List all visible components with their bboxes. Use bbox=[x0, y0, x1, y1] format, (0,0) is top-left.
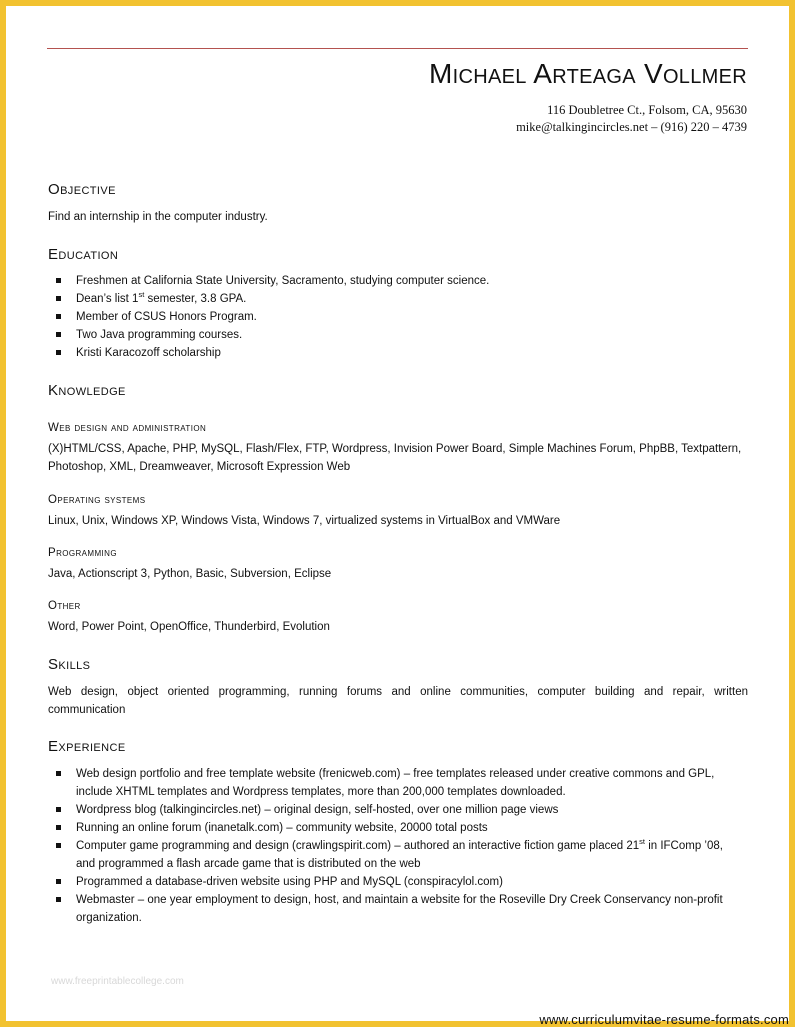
experience-list bbox=[48, 765, 748, 927]
knowledge-text: Linux, Unix, Windows XP, Windows Vista, Windows 7, virtualized systems in VirtualBox and VMWare bbox=[48, 515, 561, 527]
list-item: Web design portfolio and free template website (frenicweb.com) – free templates released under creative commons and GPL, include XHTML templates and Wordpress templates, more than 200,000 templates downloaded. bbox=[48, 765, 748, 801]
education-heading: Education bbox=[48, 246, 119, 263]
list-item: Kristi Karacozoff scholarship bbox=[48, 344, 748, 362]
skills-heading: Skills bbox=[48, 656, 91, 673]
experience-heading: Experience bbox=[48, 738, 126, 755]
knowledge-subheading: Programming bbox=[48, 547, 117, 559]
knowledge-text: Java, Actionscript 3, Python, Basic, Subversion, Eclipse bbox=[48, 568, 332, 580]
knowledge-text: (X)HTML/CSS, Apache, PHP, MySQL, Flash/Flex, FTP, Wordpress, Invision Power Board, Simple Machines Forum, PhpBB, Textpattern, Photoshop, XML, Dreamweaver, Microsoft Expression Web bbox=[48, 443, 742, 473]
list-item: Wordpress blog (talkingincircles.net) – original design, self-hosted, over one million page views bbox=[48, 801, 748, 819]
knowledge-text: Word, Power Point, OpenOffice, Thunderbird, Evolution bbox=[48, 621, 330, 633]
knowledge-subheading: Other bbox=[48, 600, 81, 612]
skills-text: Web design, object oriented programming, running forums and online communities, computer building and repair, written communication bbox=[48, 686, 748, 716]
list-item: Member of CSUS Honors Program. bbox=[48, 308, 748, 326]
education-list bbox=[48, 272, 748, 362]
resume-page bbox=[6, 6, 789, 1021]
header-rule bbox=[47, 48, 748, 49]
list-item: Computer game programming and design (crawlingspirit.com) – authored an interactive fiction game placed 21st in IFComp ’08, and programmed a flash arcade game that is distributed on the web bbox=[48, 837, 748, 873]
list-item: Two Java programming courses. bbox=[48, 326, 748, 344]
contact-line: mike@talkingincircles.net – (916) 220 – 4739 bbox=[516, 120, 747, 134]
knowledge-heading: Knowledge bbox=[48, 382, 126, 399]
watermark: www.freeprintablecollege.com bbox=[51, 976, 184, 987]
knowledge-subheading: Web design and administration bbox=[48, 422, 207, 434]
list-item: Dean’s list 1st semester, 3.8 GPA. bbox=[48, 290, 748, 308]
objective-text: Find an internship in the computer industry. bbox=[48, 211, 268, 223]
knowledge-subheading: Operating systems bbox=[48, 494, 146, 506]
contact-block bbox=[516, 102, 747, 136]
candidate-name: Michael Arteaga Vollmer bbox=[429, 58, 747, 89]
list-item: Freshmen at California State University, Sacramento, studying computer science. bbox=[48, 272, 748, 290]
footer-url: www.curriculumvitae-resume-formats.com bbox=[539, 1012, 789, 1027]
list-item: Programmed a database-driven website using PHP and MySQL (conspiracylol.com) bbox=[48, 873, 748, 891]
objective-heading: Objective bbox=[48, 181, 116, 198]
list-item: Running an online forum (inanetalk.com) – community website, 20000 total posts bbox=[48, 819, 748, 837]
address-line: 116 Doubletree Ct., Folsom, CA, 95630 bbox=[547, 103, 747, 117]
list-item: Webmaster – one year employment to design, host, and maintain a website for the Roseville Dry Creek Conservancy non-profit organization. bbox=[48, 891, 748, 927]
